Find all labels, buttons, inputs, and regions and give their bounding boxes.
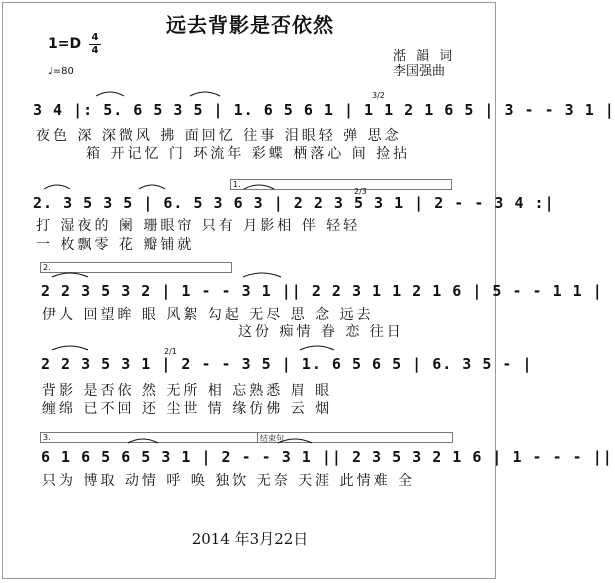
lyricist-credit: 湉 韻 词 [393, 49, 456, 64]
slur-mark [44, 185, 70, 189]
tempo-marking: ♩=80 [48, 66, 74, 77]
notation-line-4: 2 2 3 5 3 1 | 2 - - 3 5 | 1. 6 5 6 5 | 6. 3 5 - | [41, 355, 533, 373]
slur-mark [190, 92, 220, 96]
notation-line-5: 6 1 6 5 6 5 3 1 | 2 - - 3 1 || 2 3 5 3 2 1 6 | 1 - - - || [41, 448, 613, 466]
slur-mark [52, 273, 88, 277]
notation-line-2: 2. 3 5 3 5 | 6. 5 3 6 3 | 2 2 3 5 3 1 | 2 - - 3 4 :| [33, 194, 555, 212]
lyric-line-3a: 伊人 回望眸 眼 风絮 勾起 无尽 思 念 远去 [42, 307, 374, 323]
notation-line-1: 3 4 |: 5. 6 5 3 5 | 1. 6 5 6 1 | 1 1 2 1 6 5 | 3 - - 3 1 | [33, 101, 615, 119]
volta-label-3: 3. [43, 433, 51, 442]
song-title: 远去背影是否依然 [166, 13, 334, 37]
slur-mark [128, 439, 158, 443]
time-signature-top: 4 [91, 32, 99, 43]
lyric-line-4a: 背影 是否依 然 无所 相 忘熟悉 眉 眼 [42, 383, 333, 399]
volta-label-1: 1. [233, 180, 241, 189]
slur-mark [278, 439, 312, 443]
composer-credit: 李国强曲 [393, 64, 446, 79]
volta-label-2: 2. [43, 263, 51, 272]
lyric-line-2a: 打 湿夜的 阑 珊眼帘 只有 月影相 伴 轻轻 [36, 218, 361, 234]
lyric-line-1b: 箱 开记忆 门 环流年 彩蝶 栖落心 间 捡拈 [86, 146, 411, 162]
time-signature-bottom: 4 [91, 45, 99, 56]
notation-line-3: 2 2 3 5 3 2 | 1 - - 3 1 || 2 2 3 1 1 2 1 6 | 5 - - 1 1 | [41, 282, 603, 300]
lyric-line-4b: 缠绵 已不回 还 尘世 情 缘仿佛 云 烟 [42, 401, 333, 417]
lyric-line-3b: 这份 痴情 眷 恋 往日 [238, 324, 404, 340]
slur-mark [96, 92, 124, 96]
slur-mark [300, 346, 334, 350]
lyric-line-2b: 一 枚飘零 花 瓣铺就 [36, 237, 195, 253]
time-change-marker-3: 2/1 [164, 347, 177, 356]
time-change-marker: 3/2 [372, 91, 385, 100]
slur-mark [139, 185, 165, 189]
slur-mark [52, 346, 88, 350]
time-change-marker-2: 2/3 [354, 187, 367, 196]
slur-mark [244, 185, 274, 189]
lyric-line-1a: 夜色 深 深微风 拂 面回忆 往事 泪眼轻 弹 思念 [36, 128, 402, 144]
slur-mark [243, 273, 281, 277]
coda-label: 结束句 [260, 434, 284, 443]
key-signature: 1=D [48, 36, 82, 52]
lyric-line-5a: 只为 博取 动情 呼 唤 独饮 无奈 天涯 此情难 全 [42, 473, 416, 489]
date-footer: 2014 年3月22日 [191, 530, 309, 548]
